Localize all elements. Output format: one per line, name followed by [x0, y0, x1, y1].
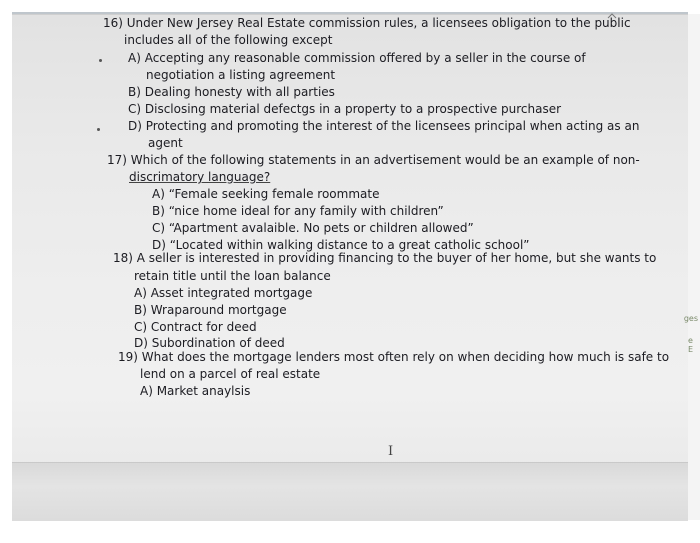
question-19-line-1: 19) What does the mortgage lenders most often rely on when deciding how much is safe to: [118, 350, 670, 364]
question-16-line-1: [103, 15, 631, 32]
question-17-line-2: discrimatory language?: [129, 170, 271, 184]
q16-option-a-line-2: negotiation a listing agreement: [146, 68, 336, 82]
q16-option-d-line-1: D) Protecting and promoting the interest of the licensees principal when acting as an: [128, 119, 640, 133]
q17-option-a: A) “Female seeking female roommate: [152, 187, 380, 201]
side-fragment-2: e E: [688, 336, 694, 354]
q18-option-a: A) Asset integrated mortgage: [134, 286, 313, 300]
q18-option-d: D) Subordination of deed: [134, 336, 285, 350]
q16-option-d-line-2: agent: [148, 136, 183, 150]
question-18-line-2: retain title until the loan balance: [134, 269, 331, 283]
q17-option-c: C) “Apartment avalaible. No pets or children allowed”: [152, 221, 474, 235]
question-16-line-2: includes all of the following except: [124, 33, 333, 47]
q18-option-c: C) Contract for deed: [134, 320, 257, 334]
q17-option-b: B) “nice home ideal for any family with children”: [152, 204, 444, 218]
question-19-line-2: lend on a parcel of real estate: [140, 367, 321, 381]
q16-option-c: C) Disclosing material defectgs in a property to a prospective purchaser: [128, 102, 562, 116]
question-16-text: 16) Under New Jersey Real Estate commission rules, a licensees obligation to the public: [103, 16, 631, 30]
q17-option-d: D) “Located within walking distance to a great catholic school”: [152, 238, 530, 252]
q16-option-a-line-1: A) Accepting any reasonable commission offered by a seller in the course of: [128, 51, 586, 65]
question-17-line-1: 17) Which of the following statements in an advertisement would be an example of non-: [107, 153, 640, 167]
bullet-dot: [97, 128, 100, 131]
q18-option-b: B) Wraparound mortgage: [134, 303, 287, 317]
bullet-dot: [99, 59, 102, 62]
side-fragment-1: ges: [683, 314, 698, 323]
text-cursor-icon: I: [388, 444, 394, 459]
q19-option-a: A) Market anaylsis: [140, 384, 251, 398]
question-18-line-1: 18) A seller is interested in providing financing to the buyer of her home, but she wants to: [113, 251, 657, 265]
q16-option-b: B) Dealing honesty with all parties: [128, 85, 335, 99]
